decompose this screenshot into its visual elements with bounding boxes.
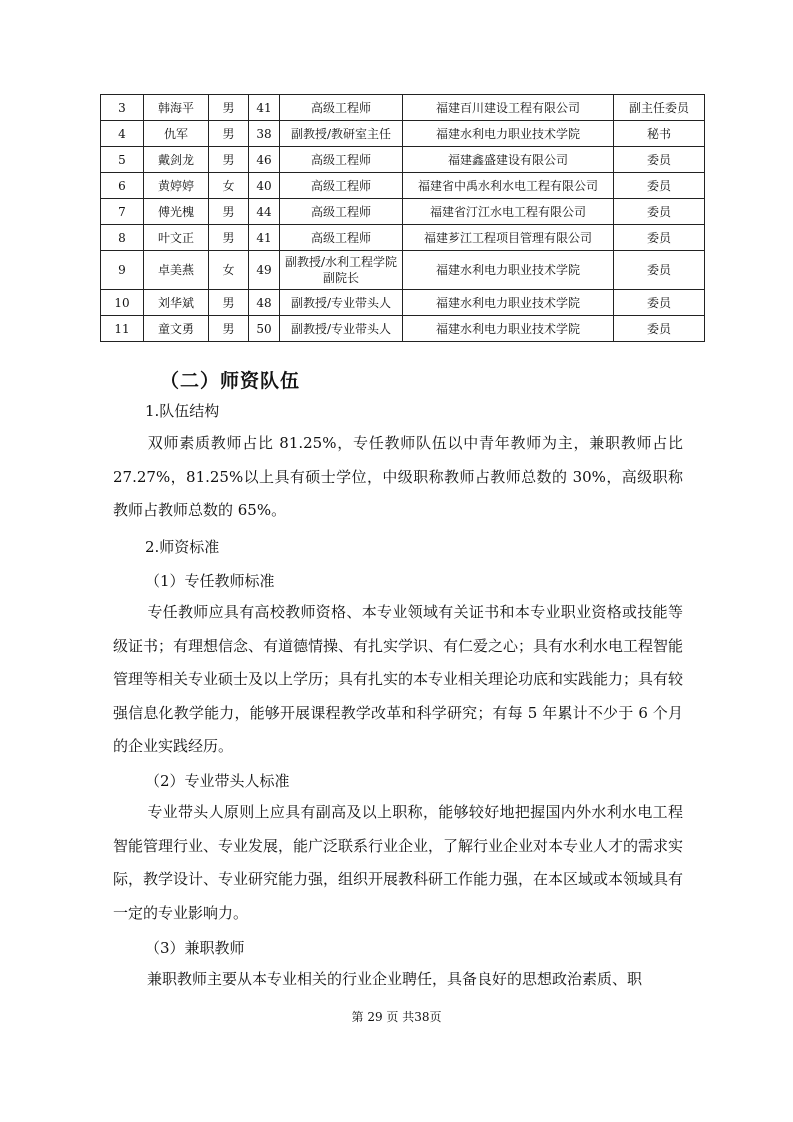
cell-org: 福建水利电力职业技术学院 — [403, 121, 614, 147]
cell-idx: 11 — [101, 316, 144, 342]
cell-idx: 4 — [101, 121, 144, 147]
cell-idx: 5 — [101, 147, 144, 173]
cell-sex: 男 — [209, 199, 249, 225]
table-row — [101, 251, 705, 290]
item-teacher-standards: 2.师资标准 — [145, 538, 220, 556]
committee-table-body — [101, 95, 705, 342]
cell-idx: 3 — [101, 95, 144, 121]
cell-org: 福建省中禹水利水电工程有限公司 — [403, 173, 614, 199]
table-row — [101, 121, 705, 147]
cell-role: 委员 — [614, 147, 705, 173]
cell-name: 韩海平 — [144, 95, 209, 121]
subitem-fulltime-standard: （1）专任教师标准 — [145, 572, 275, 590]
cell-age: 50 — [249, 316, 280, 342]
cell-idx: 7 — [101, 199, 144, 225]
paragraph-fulltime-standard: 专任教师应具有高校教师资格、本专业领域有关证书和本专业职业资格或技能等级证书；有理想信念、有道德情操、有扎实学识、有仁爱之心；具有水利水电工程智能管理等相关专业硕士及以上学历；具有扎实的本专业相关理论功底和实践能力；具有较强信息化教学能力，能够开展课程教学改革和科学研究；有每 5 年累计不少于 6 个月的企业实践经历。 — [113, 603, 684, 755]
cell-org: 福建芗江工程项目管理有限公司 — [403, 225, 614, 251]
cell-sex: 男 — [209, 147, 249, 173]
cell-title: 副教授/专业带头人 — [280, 316, 403, 342]
committee-table — [100, 94, 705, 342]
cell-sex: 女 — [209, 173, 249, 199]
paragraph-team-structure: 双师素质教师占比 81.25%，专任教师队伍以中青年教师为主，兼职教师占比 27.27%，81.25%以上具有硕士学位，中级职称教师占教师总数的 30%，高级职称教师占教师总数的 65%。 — [113, 434, 683, 519]
cell-role: 委员 — [614, 173, 705, 199]
subitem-leader-standard: （2）专业带头人标准 — [145, 772, 290, 790]
cell-age: 41 — [249, 225, 280, 251]
item-team-structure: 1.队伍结构 — [145, 402, 220, 420]
cell-name: 童文勇 — [144, 316, 209, 342]
page-footer: 第 29 页 共38页 — [351, 1010, 442, 1024]
table-row — [101, 147, 705, 173]
section-heading: （二）师资队伍 — [160, 370, 301, 392]
cell-role: 委员 — [614, 290, 705, 316]
cell-name: 傅光槐 — [144, 199, 209, 225]
cell-age: 48 — [249, 290, 280, 316]
cell-name: 仇军 — [144, 121, 209, 147]
cell-title: 高级工程师 — [280, 147, 403, 173]
cell-age: 44 — [249, 199, 280, 225]
cell-idx: 10 — [101, 290, 144, 316]
cell-sex: 男 — [209, 316, 249, 342]
cell-age: 40 — [249, 173, 280, 199]
cell-name: 戴剑龙 — [144, 147, 209, 173]
cell-name: 叶文正 — [144, 225, 209, 251]
paragraph-parttime: 兼职教师主要从本专业相关的行业企业聘任，具备良好的思想政治素质、职 — [147, 970, 643, 988]
cell-role: 委员 — [614, 251, 705, 290]
cell-idx: 6 — [101, 173, 144, 199]
cell-name: 黄婷婷 — [144, 173, 209, 199]
cell-org: 福建水利电力职业技术学院 — [403, 290, 614, 316]
table-row — [101, 225, 705, 251]
cell-sex: 男 — [209, 121, 249, 147]
cell-age: 38 — [249, 121, 280, 147]
cell-sex: 男 — [209, 290, 249, 316]
table-row — [101, 290, 705, 316]
cell-org: 福建省汀江水电工程有限公司 — [403, 199, 614, 225]
cell-sex: 女 — [209, 251, 249, 290]
cell-org: 福建水利电力职业技术学院 — [403, 316, 614, 342]
paragraph-leader-standard: 专业带头人原则上应具有副高及以上职称，能够较好地把握国内外水利水电工程智能管理行业、专业发展，能广泛联系行业企业，了解行业企业对本专业人才的需求实际，教学设计、专业研究能力强，组织开展教科研工作能力强，在本区域或本领域具有一定的专业影响力。 — [113, 803, 684, 922]
cell-age: 49 — [249, 251, 280, 290]
cell-role: 秘书 — [614, 121, 705, 147]
cell-age: 41 — [249, 95, 280, 121]
cell-title: 高级工程师 — [280, 225, 403, 251]
cell-idx: 8 — [101, 225, 144, 251]
cell-role: 副主任委员 — [614, 95, 705, 121]
cell-role: 委员 — [614, 316, 705, 342]
cell-title: 高级工程师 — [280, 95, 403, 121]
cell-name: 卓美燕 — [144, 251, 209, 290]
cell-title: 副教授/教研室主任 — [280, 121, 403, 147]
cell-org: 福建百川建设工程有限公司 — [403, 95, 614, 121]
cell-sex: 男 — [209, 225, 249, 251]
cell-role: 委员 — [614, 225, 705, 251]
table-row — [101, 316, 705, 342]
cell-title: 副教授/专业带头人 — [280, 290, 403, 316]
cell-sex: 男 — [209, 95, 249, 121]
cell-age: 46 — [249, 147, 280, 173]
cell-name: 刘华斌 — [144, 290, 209, 316]
table-row — [101, 95, 705, 121]
table-row — [101, 173, 705, 199]
table-row — [101, 199, 705, 225]
cell-title: 高级工程师 — [280, 173, 403, 199]
cell-title: 副教授/水利工程学院副院长 — [280, 251, 403, 290]
cell-org: 福建鑫盛建设有限公司 — [403, 147, 614, 173]
cell-org: 福建水利电力职业技术学院 — [403, 251, 614, 290]
subitem-parttime: （3）兼职教师 — [145, 939, 245, 957]
cell-title: 高级工程师 — [280, 199, 403, 225]
cell-role: 委员 — [614, 199, 705, 225]
cell-idx: 9 — [101, 251, 144, 290]
